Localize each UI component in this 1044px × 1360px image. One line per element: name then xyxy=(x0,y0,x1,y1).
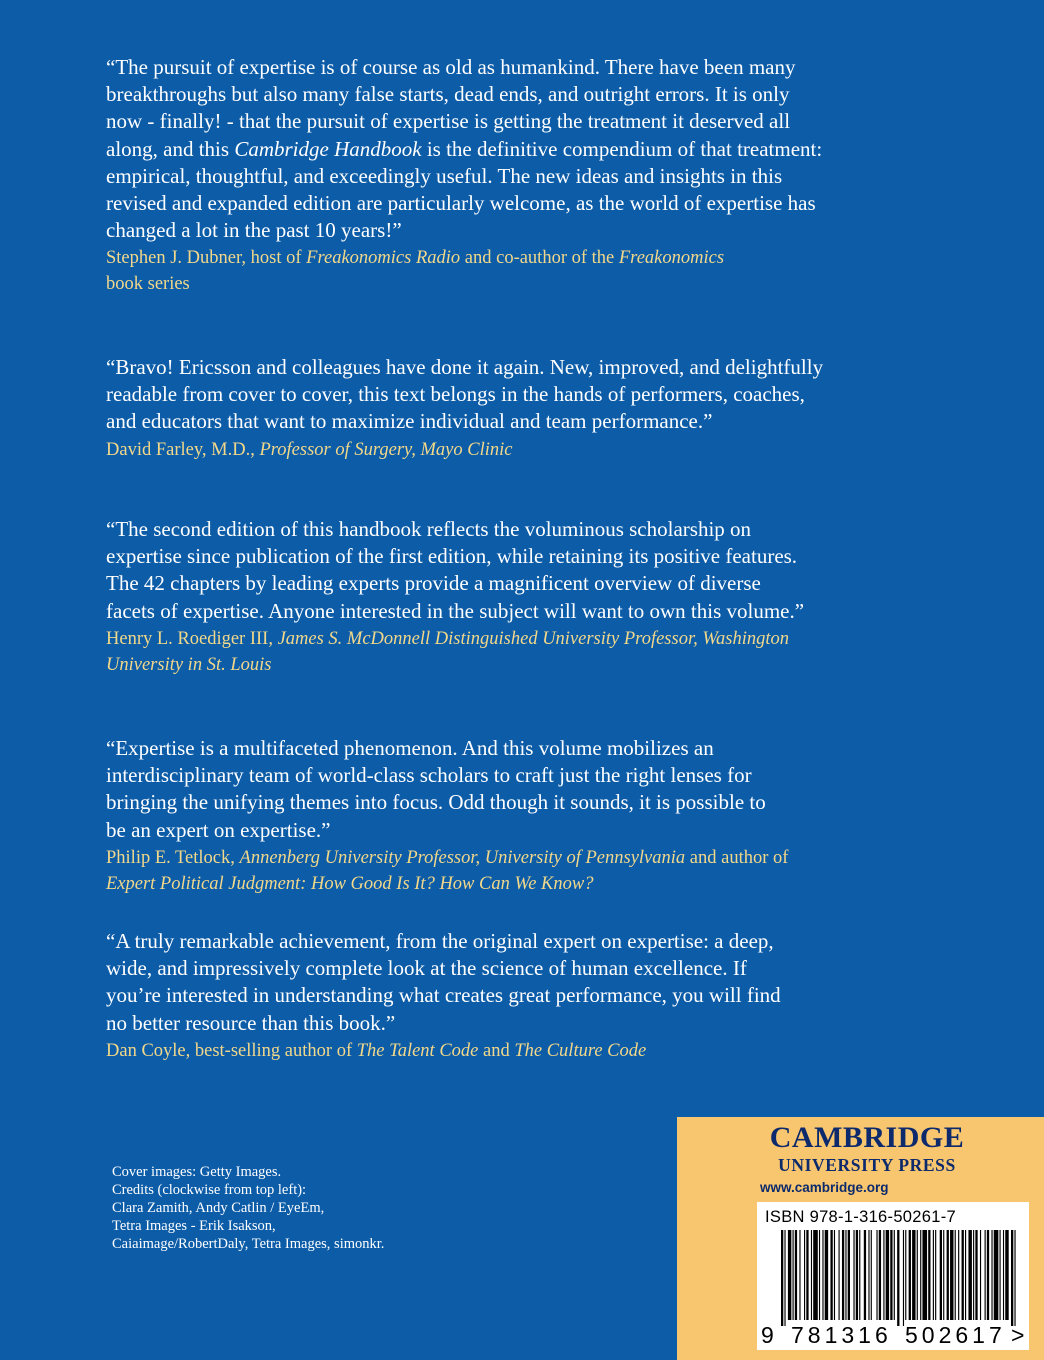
barcode-bar xyxy=(987,1230,989,1320)
barcode-bar xyxy=(958,1230,959,1320)
credits-line: Caiaimage/RobertDaly, Tetra Images, simonkr. xyxy=(112,1236,385,1253)
barcode-bar xyxy=(943,1230,944,1320)
credits-line: Tetra Images - Erik Isakson, xyxy=(112,1218,276,1235)
barcode-bar xyxy=(868,1230,869,1320)
barcode-bar xyxy=(848,1230,850,1320)
barcode-bar xyxy=(980,1230,981,1320)
barcode-bar xyxy=(1005,1230,1008,1320)
barcode-bar xyxy=(813,1230,818,1320)
barcode-bar xyxy=(909,1230,911,1320)
publisher-subtitle: UNIVERSITY PRESS xyxy=(778,1155,956,1175)
barcode-bar xyxy=(994,1230,999,1320)
barcode-bar xyxy=(811,1230,812,1320)
barcode-bar xyxy=(917,1230,918,1320)
barcode-bar xyxy=(894,1230,895,1320)
barcode-bar xyxy=(793,1230,794,1320)
barcode-bar xyxy=(940,1230,942,1320)
barcode-quiet-mark: > xyxy=(1011,1322,1025,1348)
barcode-digits-left: 781316 xyxy=(791,1322,892,1348)
barcode-bar xyxy=(825,1230,828,1320)
barcode-bar xyxy=(804,1230,805,1320)
barcode-bar xyxy=(883,1230,884,1320)
credits-line: Cover images: Getty Images. xyxy=(112,1164,282,1180)
quote-attribution: Dan Coyle, best-selling author of The Talent Code and The Culture Code xyxy=(106,1040,647,1061)
barcode-bar xyxy=(947,1230,949,1320)
barcode-bar xyxy=(781,1230,783,1326)
quote-attribution: Philip E. Tetlock, Annenberg University Professor, University of Pennsylvania and author of Expert Political Judgment: How Good Is It? How Can We Know? xyxy=(106,847,789,894)
quote-attribution: Stephen J. Dubner, host of Freakonomics Radio and co-author of the Freakonomics book series xyxy=(106,248,725,295)
barcode-bar xyxy=(905,1230,906,1320)
barcode-bar xyxy=(1014,1230,1015,1326)
barcode-bar xyxy=(965,1230,966,1320)
barcode-bar xyxy=(955,1230,956,1320)
quote-text: “Bravo! Ericsson and colleagues have done it again. New, improved, and delightfully readable from cover to cover, this text belongs in the hands of performers, coaches, and educators that want to maximize individual and team performance.” xyxy=(106,355,824,434)
credits-line: Clara Zamith, Andy Catlin / EyeEm, xyxy=(112,1200,325,1217)
barcode-bar xyxy=(1003,1230,1004,1320)
barcode-bar xyxy=(871,1230,872,1320)
quote-text: “The second edition of this handbook reflects the voluminous scholarship on expertise since publication of the first edition, while retaining its positive features. The 42 chapters by leading experts provide a magnificent overview of diverse facets of expertise. Anyone interested in the subject will want to own this volume.” xyxy=(106,517,805,623)
quote-text: “The pursuit of expertise is of course as old as humankind. There have been many breakthroughs but also many false starts, dead ends, and outright errors. It is only now - finally! - that the pursuit of expertise is getting the treatment it deserved all along, and this Cambridge Handbook is the definitive compendium of that treatment: empirical, thoughtful, and exceedingly useful. The new ideas and insights in this revised and expanded edition are particularly welcome, as the world of expertise has changed a lot in the past 10 years!” xyxy=(106,55,823,243)
quote-text: “A truly remarkable achievement, from the original expert on expertise: a deep, wide, and impressively complete look at the science of human excellence. If you’re interested in understanding what creates great performance, you will find no better resource than this book.” xyxy=(106,929,781,1035)
barcode-bar xyxy=(890,1230,892,1320)
publisher-name: CAMBRIDGE xyxy=(769,1121,965,1154)
quote-roediger xyxy=(106,516,806,678)
quote-coyle xyxy=(106,928,786,1064)
isbn-label: ISBN 978-1-316-50261-7 xyxy=(765,1208,956,1226)
barcode-bar xyxy=(853,1230,854,1320)
quote-attribution: David Farley, M.D., Professor of Surgery, Mayo Clinic xyxy=(106,439,513,460)
barcode-bar xyxy=(935,1230,936,1320)
barcode-bar xyxy=(822,1230,823,1320)
barcode-bar xyxy=(962,1230,964,1320)
barcode-bar xyxy=(1011,1230,1013,1326)
barcode-bar xyxy=(886,1230,889,1320)
barcode-bar xyxy=(991,1230,992,1320)
barcode-bar xyxy=(864,1230,866,1320)
barcode-bar xyxy=(975,1230,977,1320)
isbn-barcode xyxy=(757,1202,1029,1350)
barcode-bar xyxy=(784,1230,785,1326)
quote-text: “Expertise is a multifaceted phenomenon. And this volume mobilizes an interdisciplinary team of world-class scholars to craft just the right lenses for bringing the unifying themes into focus. Odd though it sounds, it is possible to be an expert on expertise.” xyxy=(106,736,766,842)
barcode-bar xyxy=(903,1230,904,1326)
image-credits xyxy=(112,1163,532,1253)
barcode-bar xyxy=(845,1230,846,1320)
barcode-bar xyxy=(968,1230,971,1320)
barcode-bar xyxy=(973,1230,974,1320)
barcode-bar xyxy=(834,1230,835,1320)
barcode-bar xyxy=(830,1230,832,1320)
barcode-bar xyxy=(950,1230,953,1320)
barcode-bar xyxy=(819,1230,820,1320)
quote-farley xyxy=(106,354,826,463)
credits-line: Credits (clockwise from top left): xyxy=(112,1182,307,1199)
barcode-bar xyxy=(933,1230,934,1320)
barcode-bar xyxy=(839,1230,840,1320)
publisher-url: www.cambridge.org xyxy=(760,1180,889,1195)
barcode-bar xyxy=(879,1230,881,1320)
publisher-panel xyxy=(677,1117,1044,1360)
barcode-digits xyxy=(759,1322,1027,1348)
barcode-bar xyxy=(1000,1230,1001,1320)
barcode-bar xyxy=(788,1230,791,1320)
barcode-bar xyxy=(876,1230,877,1320)
barcode-bar xyxy=(922,1230,927,1320)
barcode-bar xyxy=(856,1230,858,1320)
barcode-bar xyxy=(842,1230,844,1320)
barcode-bar xyxy=(912,1230,915,1320)
barcode-bar xyxy=(985,1230,986,1320)
barcode-bar xyxy=(859,1230,860,1320)
barcode-bar xyxy=(920,1230,921,1320)
quote-dubner xyxy=(106,54,826,297)
barcode-bar xyxy=(795,1230,797,1320)
quote-tetlock xyxy=(106,735,789,897)
barcode-digits-right: 502617 xyxy=(905,1322,1006,1348)
quote-attribution: Henry L. Roediger III, James S. McDonnell Distinguished University Professor, Washington University in St. Louis xyxy=(106,628,790,675)
barcode-bar xyxy=(799,1230,800,1320)
barcode-lead-digit: 9 xyxy=(761,1322,774,1348)
barcode-bar xyxy=(897,1230,899,1326)
barcode-bar xyxy=(928,1230,930,1320)
barcode-bar xyxy=(806,1230,808,1320)
